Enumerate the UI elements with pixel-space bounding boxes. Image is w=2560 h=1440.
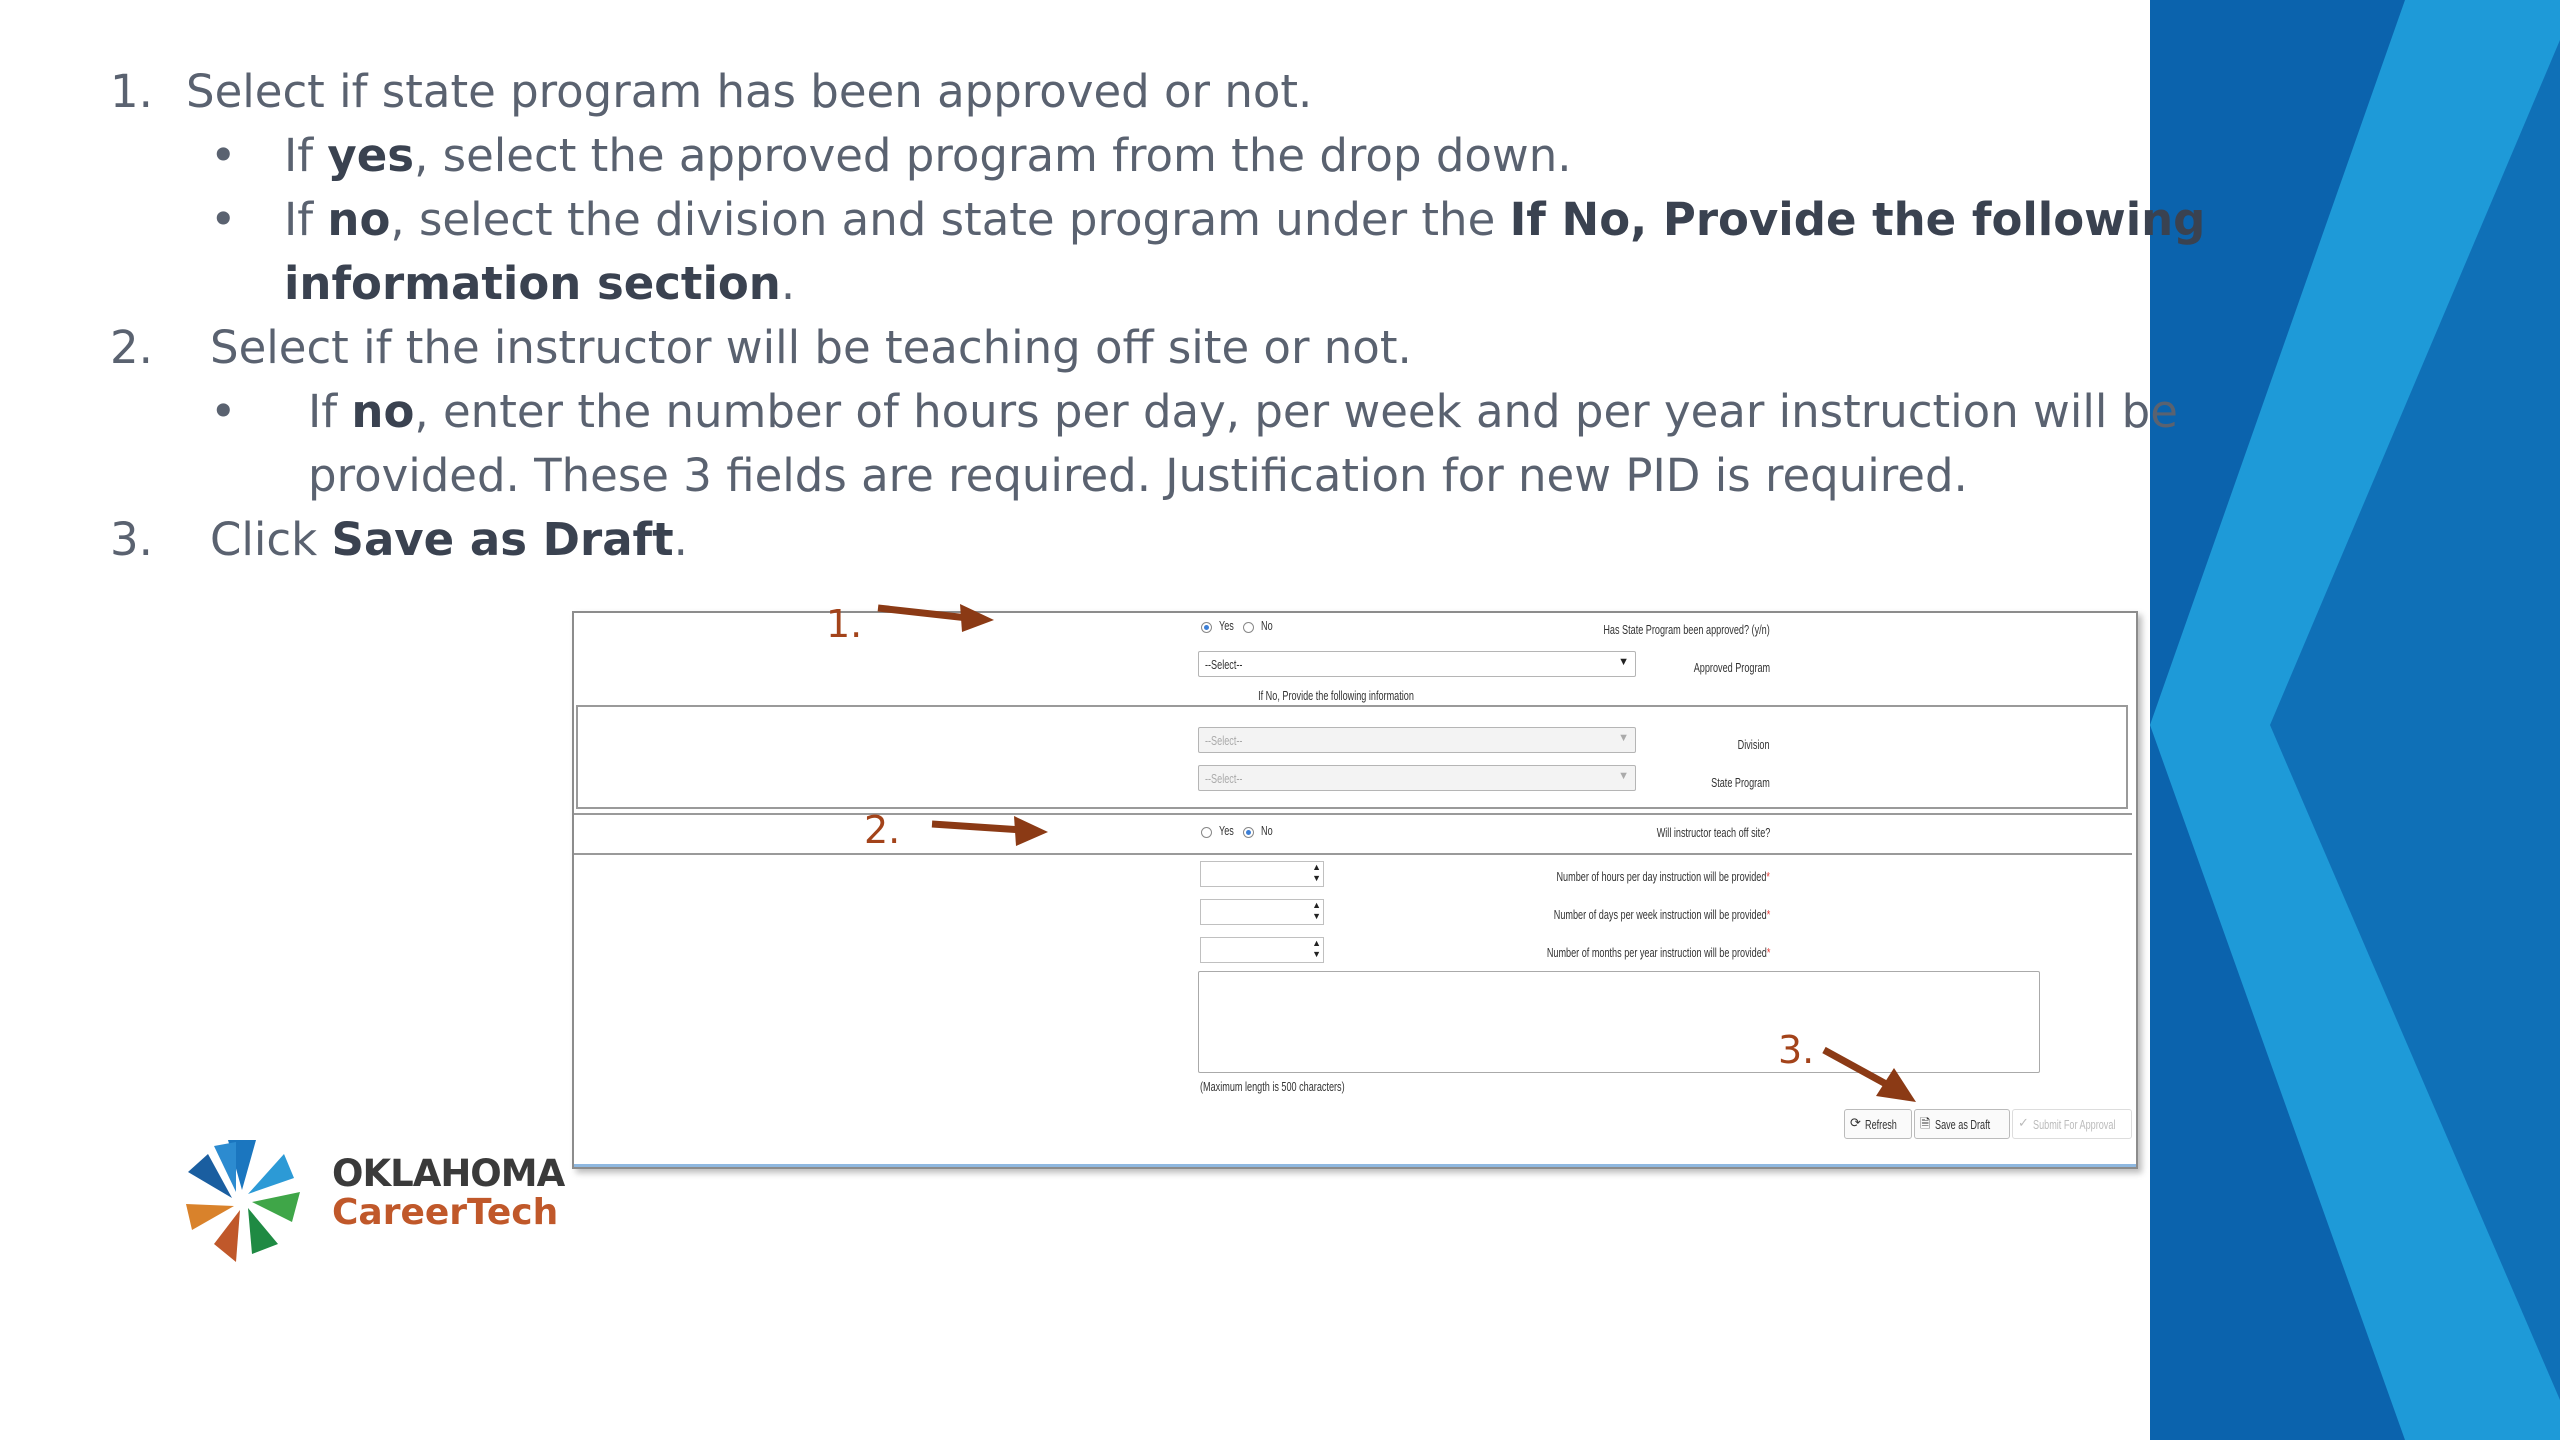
spinner-arrows-icon[interactable]: ▲ ▼ [1312, 938, 1321, 959]
spinner-arrows-icon[interactable]: ▲ ▼ [1312, 862, 1321, 883]
step-3-number: 3. [110, 513, 153, 566]
off-site-no-radio[interactable] [1243, 827, 1254, 838]
max-length-note: (Maximum length is 500 characters) [1200, 1079, 1345, 1094]
off-site-yes-radio[interactable] [1201, 827, 1212, 838]
bullet: • [210, 385, 237, 438]
callout-3: 3. [1778, 1028, 1815, 1072]
approved-program-value: --Select-- [1205, 657, 1243, 672]
months-label: Number of months per year instruction will be provided* [1546, 945, 1770, 960]
division-value: --Select-- [1205, 733, 1243, 748]
logo-line-1: OKLAHOMA [332, 1152, 565, 1195]
months-per-year-input[interactable] [1200, 937, 1324, 963]
approved-yes-radio[interactable] [1201, 622, 1212, 633]
days-per-week-input[interactable] [1200, 899, 1324, 925]
callout-arrow-3 [1820, 1044, 1920, 1104]
step-2-text: Select if the instructor will be teaching off site or not. [210, 321, 1412, 374]
refresh-button[interactable]: ⟳ Refresh [1844, 1109, 1912, 1139]
save-icon: 🗎 [1920, 1116, 1931, 1131]
approved-program-select[interactable] [1198, 651, 1636, 677]
spinner-arrows-icon[interactable]: ▲ ▼ [1312, 900, 1321, 921]
approved-no-label: No [1261, 618, 1273, 633]
step-1-bullet-yes: If yes, select the approved program from the drop down. [284, 129, 1572, 182]
state-program-value: --Select-- [1205, 771, 1243, 786]
callout-arrow-1 [876, 596, 996, 636]
hours-per-day-input[interactable] [1200, 861, 1324, 887]
submit-for-approval-button[interactable]: ✓ Submit For Approval [2012, 1109, 2132, 1139]
check-circle-icon: ✓ [2018, 1115, 2029, 1130]
step-1-number: 1. [110, 65, 153, 118]
oklahoma-careertech-logo [172, 1130, 565, 1270]
days-label: Number of days per week instruction will be provided* [1553, 907, 1770, 922]
approved-program-label: Approved Program [1693, 660, 1770, 675]
step-2-number: 2. [110, 321, 153, 374]
hours-label: Number of hours per day instruction will be provided* [1556, 869, 1770, 884]
if-no-groupbox [576, 705, 2128, 809]
step-3-text: Click Save as Draft. [210, 513, 688, 566]
logo-line-2: CareerTech [332, 1192, 559, 1233]
step-1-text: Select if state program has been approved or not. [186, 65, 1313, 118]
division-label: Division [1738, 737, 1770, 752]
step-2-bullet-line2: provided. These 3 fields are required. Justification for new PID is required. [308, 449, 1968, 502]
step-1-bullet-no-line1: If no, select the division and state program under the If No, Provide the following [284, 193, 2206, 246]
decorative-blue-band [2150, 0, 2560, 1440]
callout-2: 2. [864, 808, 901, 852]
callout-arrow-2 [930, 812, 1050, 852]
bullet: • [210, 193, 237, 246]
division-select[interactable] [1198, 727, 1636, 753]
off-site-row [574, 813, 2132, 855]
callout-1: 1. [826, 602, 863, 646]
star-logo-icon [172, 1130, 312, 1270]
form-bottom-rule [574, 1164, 2136, 1167]
step-2-bullet-line1: If no, enter the number of hours per day, per week and per year instruction will be [308, 385, 2178, 438]
chevron-down-icon: ▼ [1618, 656, 1629, 668]
chevron-down-icon: ▼ [1618, 770, 1629, 782]
approved-no-radio[interactable] [1243, 622, 1254, 633]
state-program-approved-label: Has State Program been approved? (y/n) [1603, 622, 1770, 637]
off-site-no-label: No [1261, 823, 1273, 838]
bullet: • [210, 129, 237, 182]
off-site-label: Will instructor teach off site? [1656, 825, 1770, 840]
approved-yes-label: Yes [1219, 618, 1234, 633]
if-no-legend: If No, Provide the following information [1256, 688, 1416, 703]
state-program-label: State Program [1711, 775, 1770, 790]
off-site-yes-label: Yes [1219, 823, 1234, 838]
save-as-draft-button[interactable]: 🗎 Save as Draft [1914, 1109, 2010, 1139]
chevron-down-icon: ▼ [1618, 732, 1629, 744]
step-1-bullet-no-line2: information section. [284, 257, 796, 310]
refresh-icon: ⟳ [1850, 1115, 1861, 1130]
state-program-select[interactable] [1198, 765, 1636, 791]
